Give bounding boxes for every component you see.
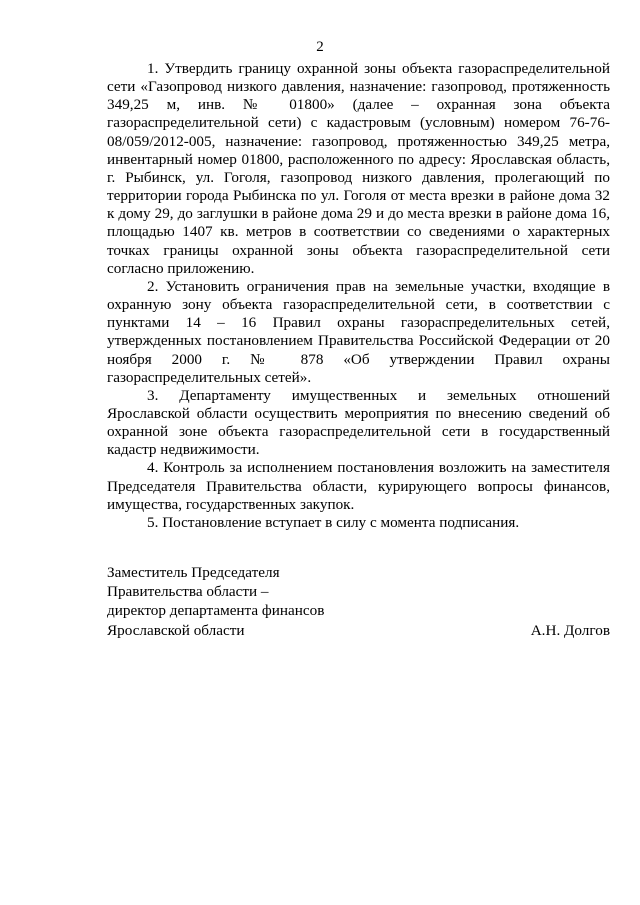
paragraph-5-effective-date: 5. Постановление вступает в силу с момента подписания. (147, 513, 520, 531)
page-number: 2 (316, 39, 324, 55)
paragraph-1-boundary-approval: 1. Утвердить границу охранной зоны объекта газораспределительной сети «Газопровод низкого давления, назначение: газопровод, протяженность 349,25 м, инв. № 01800» (далее – охранная зона объекта газораспределительной сети) с кадастровым (условным) номером 76-76-08/059/2012-005, назначение: газопровод, протяженностью 349,25 метра, инвентарный номер 01800, расположенного по адресу: Ярославская область, г. Рыбинск, ул. Гоголя, газопровод низкого давления, пролегающий по территории города Рыбинска по ул. Гоголя от места врезки в районе дома 32 к дому 29, до заглушки в районе дома 29 и до места врезки в районе дома 16, площадью 1407 кв. метров в соответствии со сведениями о характерных точках границы охранной зоны объекта газораспределительной сети согласно приложению. (107, 60, 610, 277)
signatory-title-line-4: Ярославской области (107, 621, 245, 639)
paragraph-2-land-restrictions: 2. Установить ограничения прав на земельные участки, входящие в охранную зону объекта газораспределительной сети, в соответствии с пунктами 14 – 16 Правил охраны газораспределительных сетей, утвержденных постановлением Правительства Российской Федерации от 20 ноября 2000 г. № 878 «Об утверждении Правил охраны газораспределительных сетей». (107, 277, 610, 386)
signatory-title-line-2: Правительства области – (107, 583, 269, 601)
signatory-name: А.Н. Долгов (530, 621, 610, 639)
signatory-title-line-1: Заместитель Председателя (107, 564, 280, 581)
signatory-title-line-3: директор департамента финансов (107, 602, 325, 620)
document-body (107, 60, 610, 532)
signatory-final-row (107, 621, 610, 640)
signature-block (107, 563, 610, 640)
paragraph-4-oversight: 4. Контроль за исполнением постановления возложить на заместителя Председателя Правительства области, курирующего вопросы финансов, имущества, государственных закупок. (107, 459, 610, 513)
paragraph-3-cadastre-entry: 3. Департаменту имущественных и земельных отношений Ярославской области осуществить мероприятия по внесению сведений об охранной зоне объекта газораспределительной сети в государственный кадастр недвижимости. (107, 386, 610, 459)
